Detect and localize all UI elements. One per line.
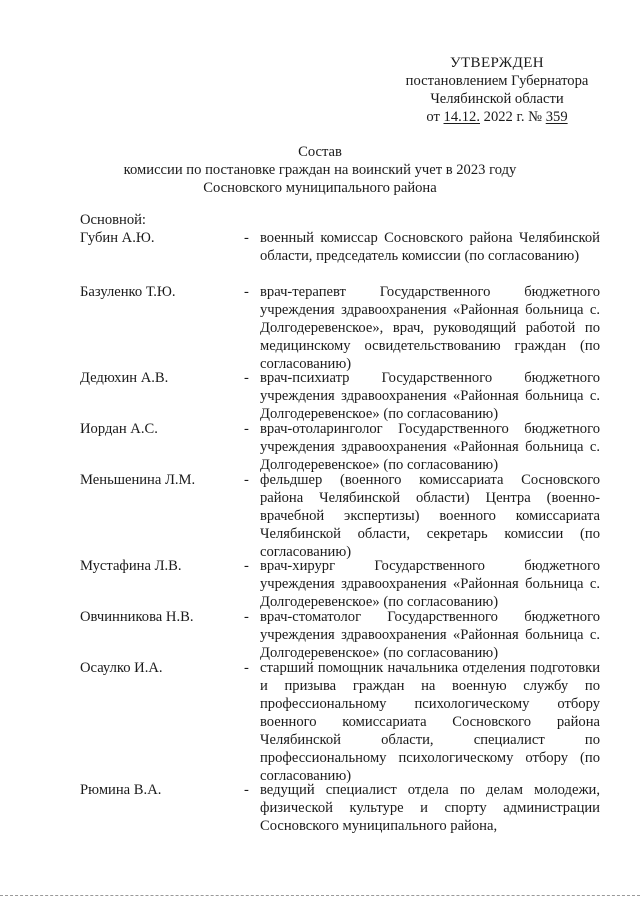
approval-date-value: 14.12. xyxy=(443,109,480,125)
member-dash: - xyxy=(244,230,249,246)
approval-stamp-block xyxy=(392,54,602,126)
member-name: Овчинникова Н.В. xyxy=(80,609,194,625)
approval-number: 359 xyxy=(545,109,568,125)
member-dash: - xyxy=(244,660,249,676)
member-role: военный комиссар Сосновского района Челябинской области, председатель комиссии (по согласованию) xyxy=(260,230,600,264)
member-dash: - xyxy=(244,472,249,488)
member-dash: - xyxy=(244,421,249,437)
member-role: врач-хирург Государственного бюджетного учреждения здравоохранения «Районная больница с. Долгодеревенское» (по согласованию) xyxy=(260,558,600,610)
approval-line-1: постановлением Губернатора xyxy=(405,73,589,89)
heading-line-3: Сосновского муниципального района xyxy=(203,180,437,196)
member-dash: - xyxy=(244,782,249,798)
member-name: Мустафина Л.В. xyxy=(80,558,182,574)
member-dash: - xyxy=(244,370,249,386)
approval-date-year: 2022 г. № xyxy=(483,109,543,125)
page-bottom-rule xyxy=(0,895,640,896)
member-name: Меньшенина Л.М. xyxy=(80,472,196,488)
approval-title: УТВЕРЖДЕН xyxy=(449,55,545,71)
approval-line-2: Челябинской области xyxy=(430,91,564,107)
member-role: врач-психиатр Государственного бюджетного учреждения здравоохранения «Районная больница с. Долгодеревенское» (по согласованию) xyxy=(260,370,600,422)
member-name: Дедюхин А.В. xyxy=(80,370,169,386)
heading-line-1: Состав xyxy=(298,144,342,160)
member-role: фельдшер (военного комиссариата Сосновского района Челябинской области) Центра (военно-врачебной экспертизы) военного комиссариата Челябинской области, секретарь комиссии (по согласованию) xyxy=(260,472,600,560)
member-dash: - xyxy=(244,558,249,574)
member-name: Базуленко Т.Ю. xyxy=(80,284,176,300)
member-role: врач-терапевт Государственного бюджетного учреждения здравоохранения «Районная больница с. Долгодеревенское», врач, руководящий работой по медицинскому освидетельствованию граждан (по согласованию) xyxy=(260,284,600,372)
member-role: старший помощник начальника отделения подготовки и призыва граждан на военную службу по профессиональному психологическому отбору военного комиссариата Сосновского района Челябинской области, специалист по профессиональному психологическому отбору (по согласованию) xyxy=(260,660,600,784)
member-dash: - xyxy=(244,284,249,300)
member-name: Рюмина В.А. xyxy=(80,782,162,798)
member-name: Осаулко И.А. xyxy=(80,660,163,676)
section-label: Основной: xyxy=(80,212,146,228)
member-role: врач-стоматолог Государственного бюджетного учреждения здравоохранения «Районная больница с. Долгодеревенское» (по согласованию) xyxy=(260,609,600,661)
member-role: врач-отоларинголог Государственного бюджетного учреждения здравоохранения «Районная больница с. Долгодеревенское» (по согласованию) xyxy=(260,421,600,473)
approval-date-prefix: от xyxy=(426,109,440,125)
document-heading xyxy=(80,143,560,197)
member-dash: - xyxy=(244,609,249,625)
member-name: Губин А.Ю. xyxy=(80,230,155,246)
approval-date-line xyxy=(392,108,602,126)
member-name: Иордан А.С. xyxy=(80,421,158,437)
heading-line-2: комиссии по постановке граждан на воинский учет в 2023 году xyxy=(123,162,517,178)
member-role: ведущий специалист отдела по делам молодежи, физической культуре и спорту администрации Сосновского муниципального района, xyxy=(260,782,600,834)
